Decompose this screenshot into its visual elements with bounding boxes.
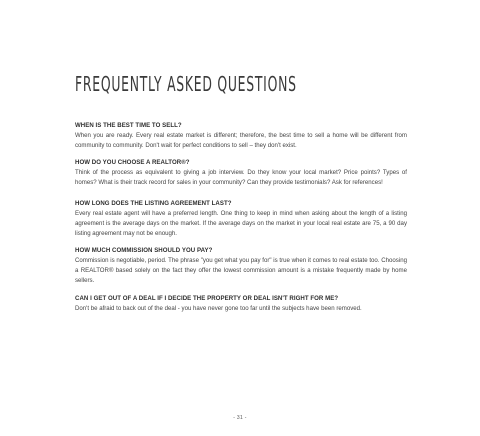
- faq-answer: Don't be afraid to back out of the deal - you have never gone too far until the subjects have been removed.: [75, 304, 362, 312]
- faq-question: CAN I GET OUT OF A DEAL IF I DECIDE THE PROPERTY OR DEAL ISN'T RIGHT FOR ME?: [75, 295, 339, 302]
- faq-question: HOW MUCH COMMISSION SHOULD YOU PAY?: [75, 247, 213, 254]
- faq-answer: Every real estate agent will have a preferred length. One thing to keep in mind when asking about the length of a listing agreement is the average days on the market. If the average days on the market in your local real estate are 75, a 90 day listing agreement may not be enough.: [75, 209, 407, 238]
- faq-item: [75, 246, 407, 286]
- faq-question: HOW LONG DOES THE LISTING AGREEMENT LAST?: [75, 200, 232, 207]
- page-title: FREQUENTLY ASKED QUESTIONS: [75, 72, 297, 96]
- faq-answer: Think of the process as equivalent to giving a job interview. Do they know your local market? Price points? Types of homes? What is their track record for sales in your community? Can they provide testimonials? Ask for references!: [75, 168, 407, 186]
- faq-item: [75, 199, 407, 239]
- faq-question: HOW DO YOU CHOOSE A REALTOR®?: [75, 159, 190, 166]
- faq-item: [75, 158, 407, 188]
- page-number: - 31 -: [233, 415, 247, 421]
- faq-answer: When you are ready. Every real estate market is different; therefore, the best time to sell a home will be different from community to community. Don't wait for perfect conditions to sell – they don't exist.: [75, 131, 407, 149]
- faq-question: WHEN IS THE BEST TIME TO SELL?: [75, 122, 182, 129]
- faq-answer: Commission is negotiable, period. The phrase "you get what you pay for" is true when it comes to real estate too. Choosing a REALTOR® based solely on the fact they offer the lowest commission amount is a mistake frequently made by home sellers.: [75, 256, 407, 285]
- faq-item: [75, 294, 407, 314]
- faq-item: [75, 121, 407, 151]
